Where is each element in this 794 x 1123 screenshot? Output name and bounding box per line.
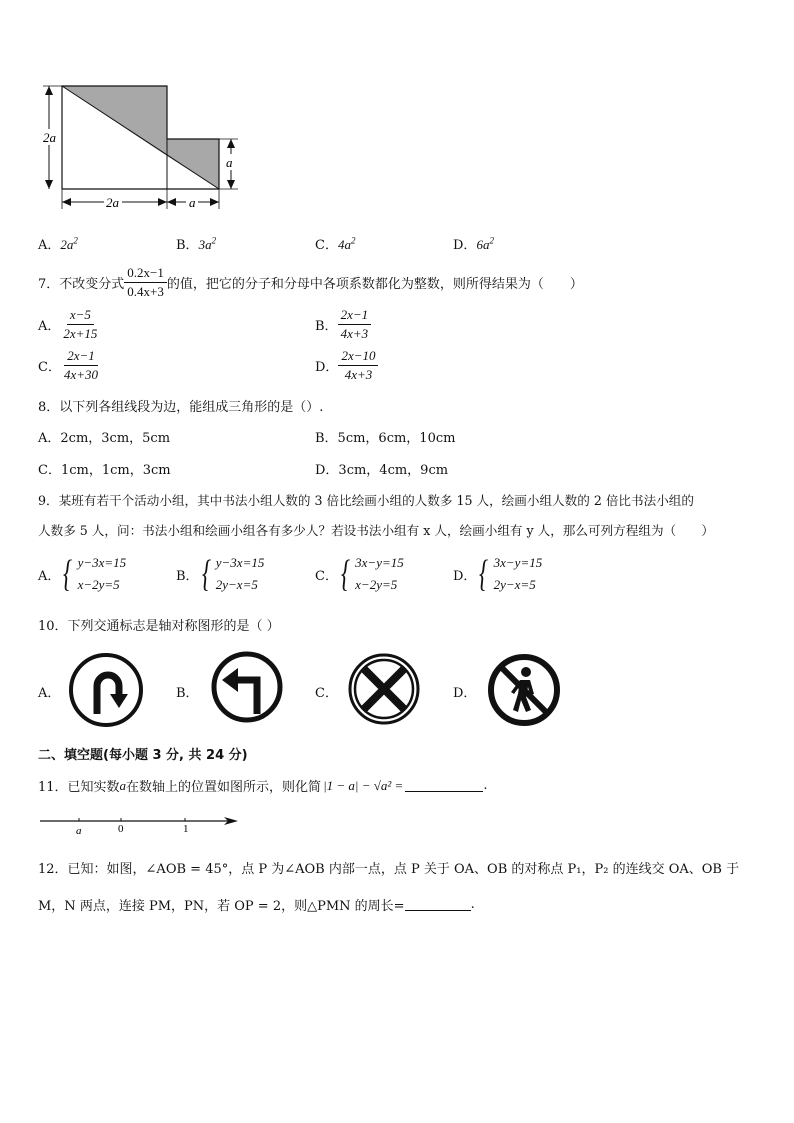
q9-option-d[interactable]: D． { 3x−y=15 2y−x=5 bbox=[453, 553, 543, 595]
axis-label-0: 0 bbox=[118, 823, 124, 835]
q8-option-b[interactable]: B．5cm，6cm，10cm bbox=[315, 431, 456, 446]
arrow-right-icon bbox=[210, 198, 219, 206]
arrow-left-icon bbox=[167, 198, 176, 206]
axis-label-a: a bbox=[76, 825, 82, 837]
q10-option-d-label[interactable]: D． bbox=[453, 686, 477, 701]
q7-option-a[interactable]: A． $\frac{x-5}{2x+15}$ bbox=[38, 307, 98, 341]
shaded-region-small bbox=[167, 139, 219, 189]
q9-stem-line1: 9．某班有若干个活动小组，其中书法小组人数的 3 倍比绘画小组的人数多 15 人，绘画小组人数的 2 倍比书法小组的 bbox=[38, 493, 694, 508]
q6-option-a[interactable]: A．$2a^2$ bbox=[38, 235, 78, 253]
arrow-up-icon bbox=[227, 139, 235, 148]
q10-option-a-label[interactable]: A． bbox=[38, 686, 61, 701]
q7-fraction: $\frac{0.2x-1}{0.4x+3}$ bbox=[124, 264, 167, 301]
q7-option-d[interactable]: D． $\frac{2x-10}{4x+3}$ bbox=[315, 347, 378, 384]
arrow-right-icon bbox=[158, 198, 167, 206]
q6-option-c[interactable]: C．$4a^2$ bbox=[315, 235, 356, 253]
arrow-down-icon bbox=[45, 180, 53, 189]
q11-answer-blank[interactable] bbox=[405, 779, 483, 792]
q11-number-line bbox=[38, 812, 243, 838]
label-2a-left: 2a bbox=[43, 130, 56, 145]
q10-option-c-label[interactable]: C． bbox=[315, 686, 338, 701]
q9-option-b[interactable]: B． { y−3x=15 2y−x=5 bbox=[176, 553, 265, 595]
q9-option-c[interactable]: C． { 3x−y=15 x−2y=5 bbox=[315, 553, 404, 595]
q9-option-a[interactable]: A． { y−3x=15 x−2y=5 bbox=[38, 553, 127, 595]
q12-stem-line2: M，N 两点，连接 PM，PN，若 OP = 2，则△PMN 的周长= . bbox=[38, 897, 475, 914]
arrow-down-icon bbox=[227, 180, 235, 189]
q9-stem-line2: 人数多 5 人，问：书法小组和绘画小组各有多少人？若设书法小组有 x 人，绘画小组有 y 人，那么可列方程组为（ ） bbox=[38, 523, 714, 538]
q12-answer-blank[interactable] bbox=[405, 898, 471, 911]
q11-stem: 11．已知实数 a 在数轴上的位置如图所示，则化简 |1 − a| − √a² = . bbox=[38, 777, 488, 795]
q8-option-a[interactable]: A．2cm，3cm，5cm bbox=[38, 431, 171, 446]
q8-option-c[interactable]: C．1cm，1cm，3cm bbox=[38, 463, 171, 478]
u-turn-sign-icon[interactable] bbox=[68, 652, 144, 728]
q7-stem: 7．不改变分式 $\frac{0.2x-1}{0.4x+3}$ 的值，把它的分子和分母中各项系数都化为整数，则所得结果为（ ） bbox=[38, 265, 583, 299]
arrow-up-icon bbox=[45, 86, 53, 95]
section-title-fill-in: 二、填空题(每小题 3 分, 共 24 分) bbox=[38, 748, 248, 763]
q6-option-d[interactable]: D．$6a^2$ bbox=[453, 235, 494, 253]
x-crossing-sign-icon[interactable] bbox=[347, 652, 421, 726]
q8-stem: 8．以下列各组线段为边，能组成三角形的是（）. bbox=[38, 400, 324, 415]
q10-stem: 10．下列交通标志是轴对称图形的是（ ） bbox=[38, 619, 280, 634]
q12-stem-line1: 12．已知：如图，∠AOB = 45°，点 P 为∠AOB 内部一点，点 P 关于 OA、OB 的对称点 P₁，P₂ 的连线交 OA、OB 于 bbox=[38, 862, 740, 877]
arrow-left-icon bbox=[62, 198, 71, 206]
q7-option-c[interactable]: C． $\frac{2x-1}{4x+30}$ bbox=[38, 348, 98, 382]
q6-option-b[interactable]: B．$3a^2$ bbox=[176, 235, 217, 253]
q7-option-b[interactable]: B． $\frac{2x-1}{4x+3}$ bbox=[315, 306, 371, 343]
axis-label-1: 1 bbox=[183, 823, 189, 835]
left-turn-sign-icon[interactable] bbox=[210, 650, 284, 724]
q8-option-d[interactable]: D．3cm，4cm，9cm bbox=[315, 463, 449, 478]
no-pedestrian-sign-icon[interactable] bbox=[486, 652, 562, 728]
label-a-right: a bbox=[226, 155, 233, 170]
q10-option-b-label[interactable]: B． bbox=[176, 686, 199, 701]
label-2a-bottom: 2a bbox=[106, 195, 119, 210]
label-a-bottom: a bbox=[189, 195, 196, 210]
q6-figure bbox=[38, 78, 248, 213]
